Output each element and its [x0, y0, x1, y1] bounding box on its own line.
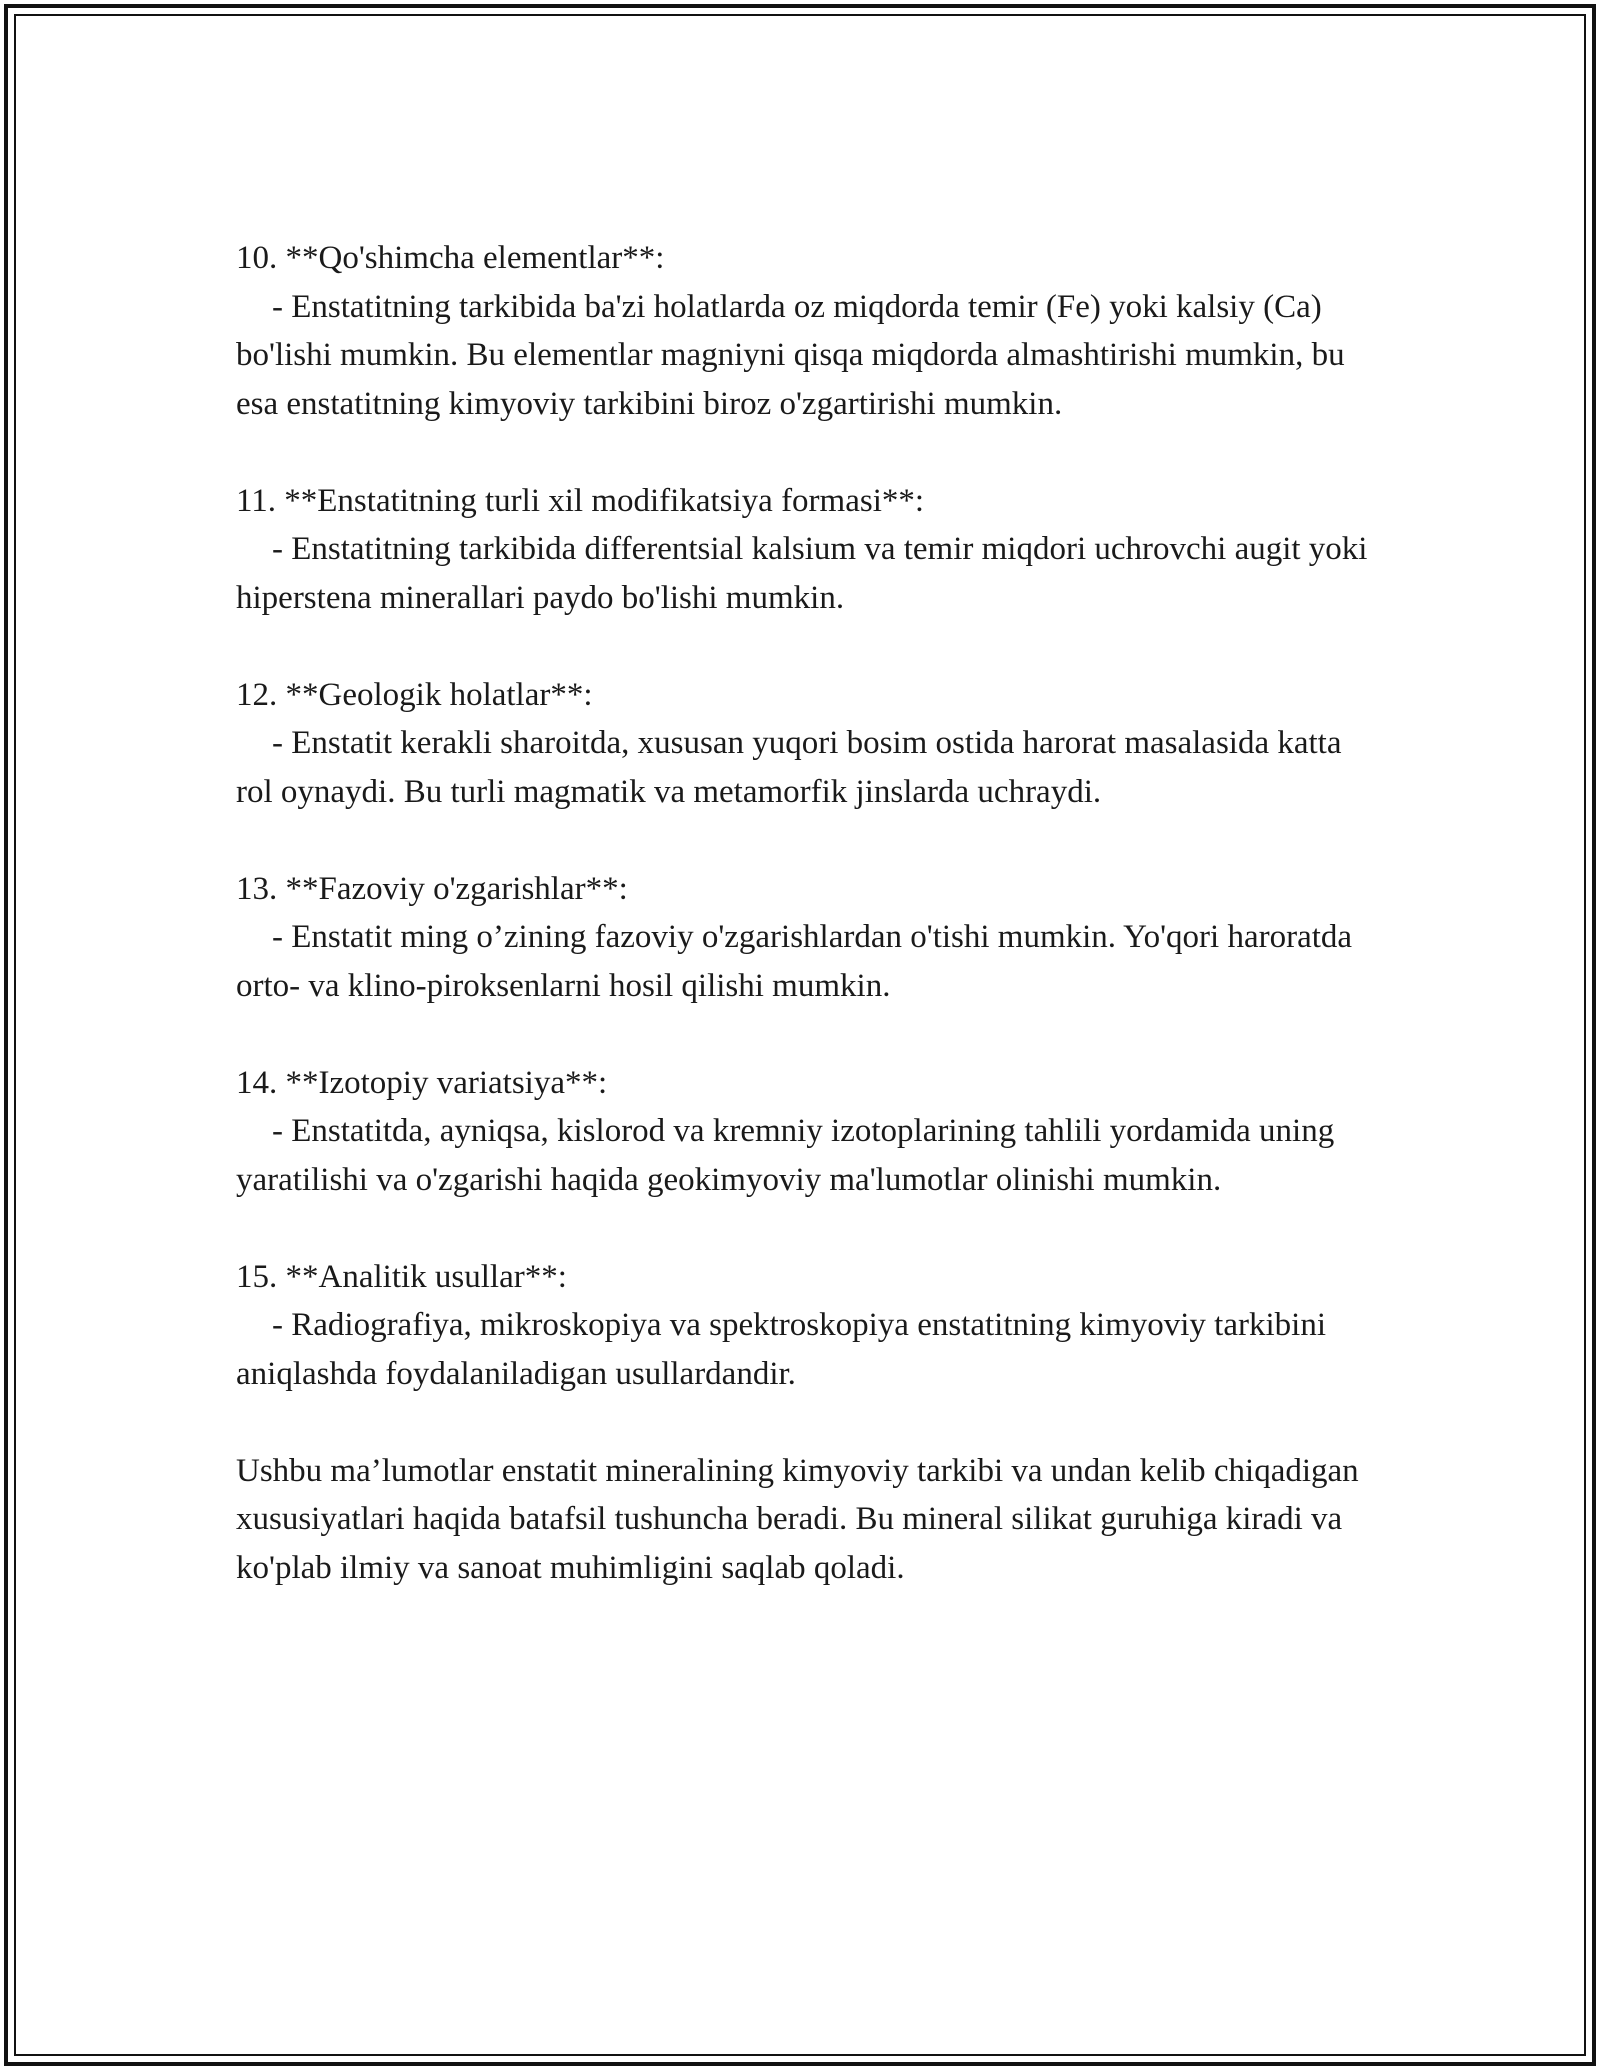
list-item-14: [236, 1059, 1386, 1205]
item-body: - Enstatit ming o’zining fazoviy o'zgarishlardan o'tishi mumkin. Yo'qori haroratda orto- va klino-piroksenlarni hosil qilishi mumkin.: [236, 919, 1353, 1004]
item-body: - Enstatitning tarkibida ba'zi holatlarda oz miqdorda temir (Fe) yoki kalsiy (Ca) bo'lishi mumkin. Bu elementlar magniyni qisqa miqdorda almashtirishi mumkin, bu esa enstatitning kimyoviy tarkibini biroz o'zgartirishi mumkin.: [236, 288, 1345, 422]
item-body-container: [236, 283, 1386, 429]
list-item-12: [236, 671, 1386, 817]
item-body: - Radiografiya, mikroskopiya va spektroskopiya enstatitning kimyoviy tarkibini aniqlashda foydalaniladigan usullardandir.: [236, 1307, 1326, 1392]
list-item-15: [236, 1253, 1386, 1399]
list-item-11: [236, 477, 1386, 623]
item-body-container: [236, 1107, 1386, 1204]
item-heading: 14. **Izotopiy variatsiya**:: [236, 1064, 608, 1101]
item-heading: 13. **Fazoviy o'zgarishlar**:: [236, 870, 628, 907]
item-body: - Enstatit kerakli sharoitda, xususan yuqori bosim ostida harorat masalasida katta rol oynaydi. Bu turli magmatik va metamorfik jinslarda uchraydi.: [236, 725, 1342, 810]
document-content: [236, 234, 1386, 1592]
item-heading: 15. **Analitik usullar**:: [236, 1258, 567, 1295]
item-body-container: [236, 913, 1386, 1010]
item-body: - Enstatitda, ayniqsa, kislorod va kremniy izotoplarining tahlili yordamida uning yaratilishi va o'zgarishi haqida geokimyoviy ma'lumotlar olinishi mumkin.: [236, 1113, 1335, 1198]
item-body-container: [236, 525, 1386, 622]
list-item-10: [236, 234, 1386, 428]
closing-paragraph: Ushbu ma’lumotlar enstatit mineralining kimyoviy tarkibi va undan kelib chiqadigan xususiyatlari haqida batafsil tushuncha beradi. Bu mineral silikat guruhiga kiradi va ko'plab ilmiy va sanoat muhimligini saqlab qoladi.: [236, 1452, 1359, 1586]
item-body: - Enstatitning tarkibida differentsial kalsium va temir miqdori uchrovchi augit yoki hiperstena minerallari paydo bo'lishi mumkin.: [236, 531, 1368, 616]
item-heading: 10. **Qo'shimcha elementlar**:: [236, 240, 665, 276]
item-heading: 12. **Geologik holatlar**:: [236, 676, 593, 713]
item-heading: 11. **Enstatitning turli xil modifikatsiya formasi**:: [236, 482, 925, 519]
item-body-container: [236, 719, 1386, 816]
item-body-container: [236, 1301, 1386, 1398]
list-item-13: [236, 865, 1386, 1011]
